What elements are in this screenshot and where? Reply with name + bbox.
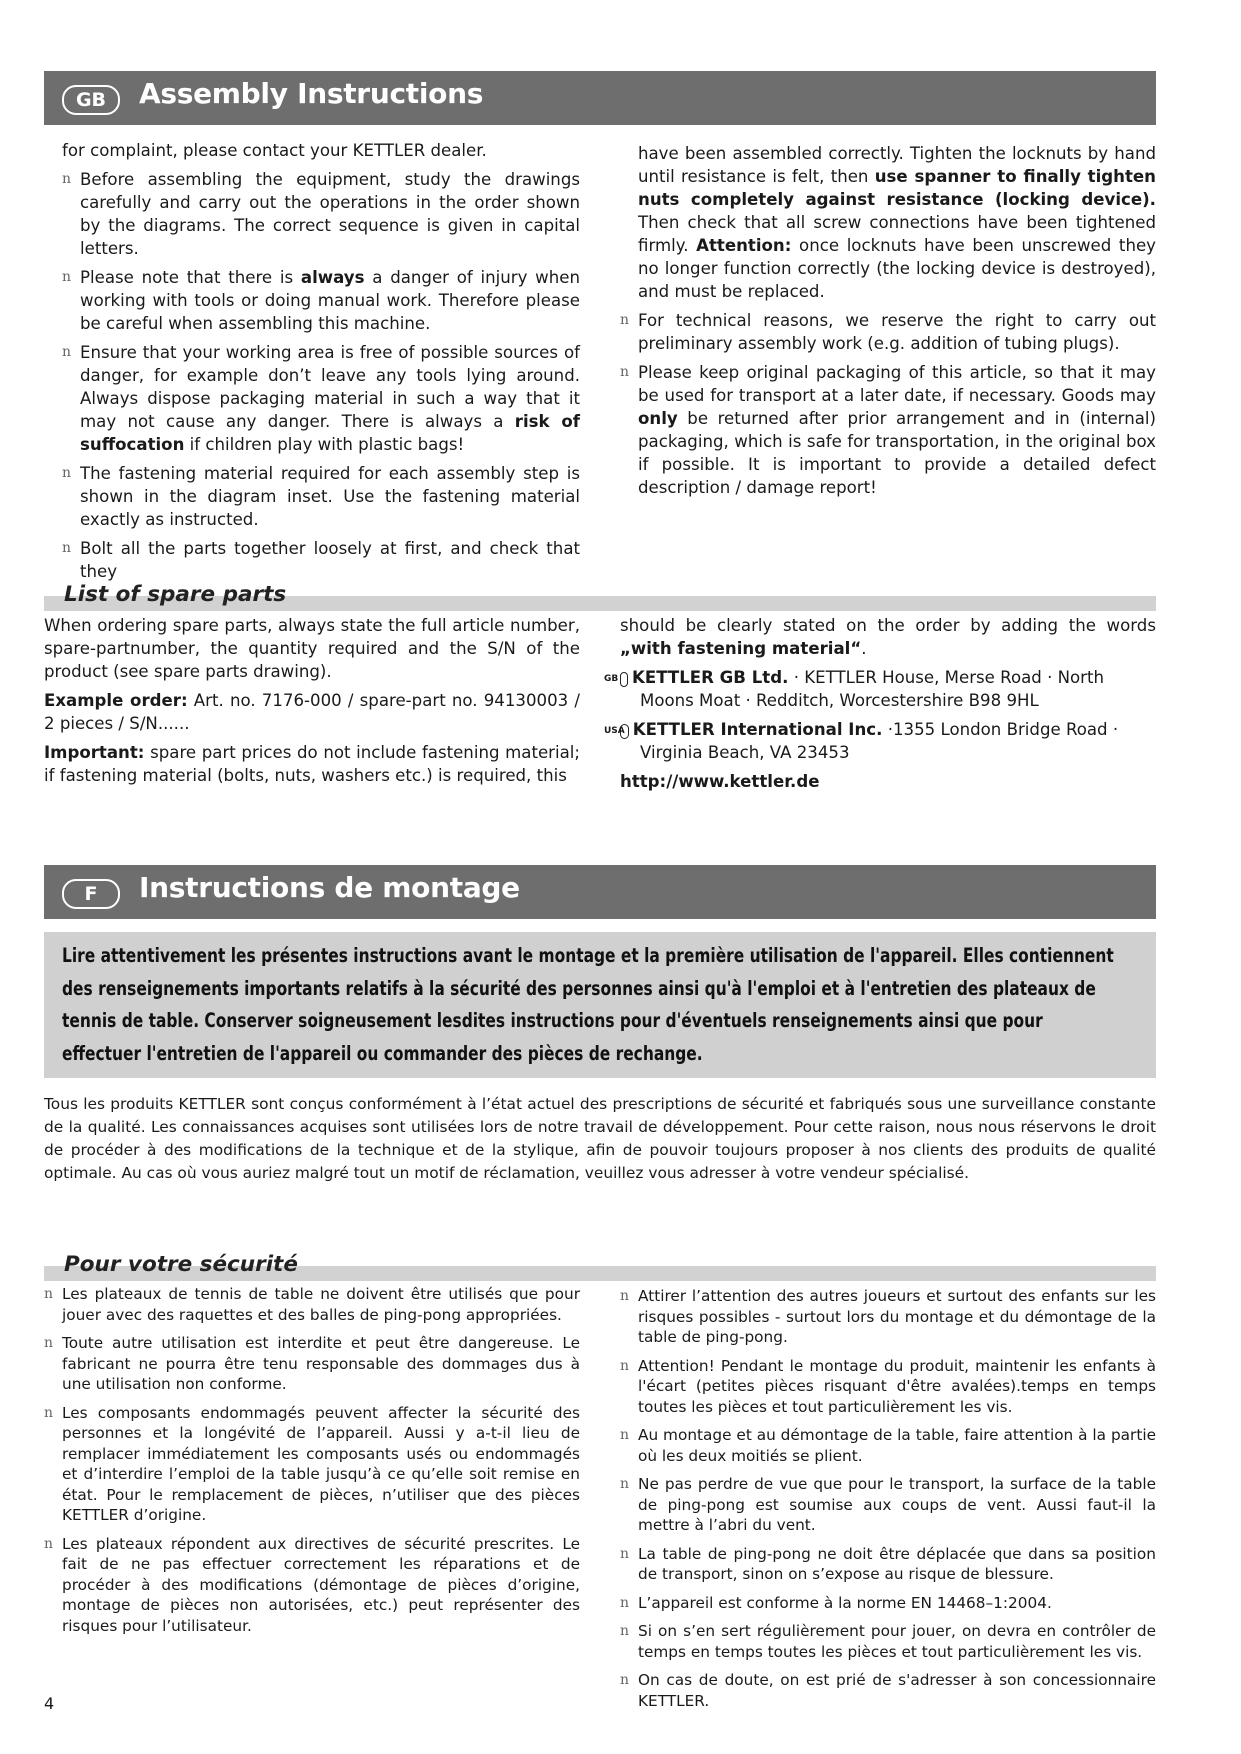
fr-intro-paragraph: Tous les produits KETTLER sont conçus conformément à l’état actuel des prescriptions de sécurité et fabriqués sous une surveillance constante de la qualité. Les connaissances acquises sont utilisées lors de notre travail de développement. Pour cette raison, nous nous réservons le droit de procéder à des modifications de la technique et de la stylique, afin de pouvoir toujours proposer à nos clients des produits de qualité optimale. Au cas où vous auriez malgré tout un motif de réclamation, veuillez vous adresser à votre vendeur spécialisé. bbox=[44, 1095, 1156, 1182]
fr-section-title: Instructions de montage bbox=[139, 871, 520, 904]
kettler-gb-address: GB KETTLER GB Ltd. · KETTLER House, Merse Road · North Moons Moat · Redditch, Worcestershire B98 9HL bbox=[604, 668, 1105, 710]
list-item: n Si on s’en sert régulièrement pour jouer, on devra en contrôler de temps en temps toutes les pièces et tout particulièrement les vis. bbox=[620, 1621, 1156, 1662]
gb-continued-text-right: have been assembled correctly. Tighten the locknuts by hand until resistance is felt, then use spanner to finally tighten nuts completely against resistance (locking device). Then check that all screw connections have been tightened firmly. Attention: once locknuts have been unscrewed they no longer function correctly (the locking device is destroyed), and must be replaced. bbox=[638, 144, 1156, 301]
list-item: n Toute autre utilisation est interdite et peut être dangereuse. Le fabricant ne pourra être tenu responsable des dommages dus à une utilisation non conforme. bbox=[44, 1333, 580, 1395]
list-item: n Please keep original packaging of this article, so that it may be used for transport at a later date, if necessary. Goods may only be returned after prior arrangement and in (internal) packaging, which is safe for transportation, in the original box if possible. It is important to provide a detailed defect description / damage report! bbox=[620, 361, 1156, 499]
kettler-website-link[interactable]: http://www.kettler.de bbox=[620, 772, 820, 791]
list-item: n Ne pas perdre de vue que pour le transport, la surface de la table de ping-pong est soumise aux coups de vent. Aussi faut-il la mettre à l’abri du vent. bbox=[620, 1474, 1156, 1536]
spare-right-column bbox=[604, 614, 1156, 793]
spare-parts-title: List of spare parts bbox=[64, 582, 287, 607]
fr-right-column bbox=[620, 1286, 1156, 1719]
list-item: n L’appareil est conforme à la norme EN 14468–1:2004. bbox=[620, 1593, 1156, 1614]
spare-parts-header bbox=[44, 567, 1156, 611]
fr-safety-header bbox=[44, 1237, 1156, 1281]
gb-section-title: Assembly Instructions bbox=[139, 77, 484, 110]
list-item: n Before assembling the equipment, study the drawings carefully and carry out the operations in the order shown by the diagrams. The correct sequence is given in capital letters. bbox=[62, 168, 580, 260]
gb-language-badge: GB bbox=[62, 85, 120, 115]
spare-intro: When ordering spare parts, always state the full article number, spare-partnumber, the quantity required and the S/N of the product (see spare parts drawing). bbox=[44, 616, 580, 681]
fr-warning-box bbox=[44, 932, 1156, 1078]
fr-safety-title: Pour votre sécurité bbox=[64, 1252, 298, 1277]
gb-continued-text: for complaint, please contact your KETTLER dealer. bbox=[62, 141, 487, 160]
list-item: n On cas de doute, on est prié de s'adresser à son concessionnaire KETTLER. bbox=[620, 1670, 1156, 1711]
list-item: n Please note that there is always a danger of injury when working with tools or doing manual work. Therefore please be careful when assembling this machine. bbox=[62, 266, 580, 335]
fr-warning-text: Lire attentivement les présentes instructions avant le montage et la première utilisation de l'appareil. Elles contiennent des renseignements importants relatifs à la sécurité des personnes ainsi qu'à l'emploi et à l'entretien des plateaux de tennis de table. Conserver soigneusement lesdites instructions pour d'éventuels renseignements ainsi que pour effectuer l'entretien de l'appareil ou commander des pièces de rechange. bbox=[62, 944, 1114, 1065]
list-item: n Les composants endommagés peuvent affecter la sécurité des personnes et la longévité de l’appareil. Aussi y a-t-il lieu de remplacer immédiatement les composants usés ou endommagés et d’interdire l’emploi de la table jusqu’à ce qu’elle soit remise en état. Pour le remplacement de pièces, n’utiliser que des pièces KETTLER d’origine. bbox=[44, 1403, 580, 1526]
fr-left-column bbox=[44, 1284, 580, 1644]
fr-header-band bbox=[44, 865, 1156, 919]
list-item: n Au montage et au démontage de la table, faire attention à la partie où les deux moitiés se plient. bbox=[620, 1425, 1156, 1466]
gb-left-column bbox=[62, 139, 580, 589]
list-item: n Les plateaux répondent aux directives de sécurité prescrites. Le fait de ne pas effectuer correctement les réparations et de procéder à des modifications (démontage de pièces d’origine, montage de pièces non autorisées, etc.) peut représenter des risques pour l’utilisateur. bbox=[44, 1534, 580, 1637]
list-item: n Attirer l’attention des autres joueurs et surtout des enfants sur les risques possibles - surtout lors du montage et du démontage de la table de ping-pong. bbox=[620, 1286, 1156, 1348]
list-item: n Bolt all the parts together loosely at first, and check that they bbox=[62, 537, 580, 583]
spare-left-column bbox=[44, 614, 580, 787]
list-item: n Les plateaux de tennis de table ne doivent être utilisés que pour jouer avec des raquettes et des balles de ping-pong appropriées. bbox=[44, 1284, 580, 1325]
usa-flag-icon: USA bbox=[620, 724, 629, 739]
list-item: n La table de ping-pong ne doit être déplacée que dans sa position de transport, sinon on s’expose au risque de blessure. bbox=[620, 1544, 1156, 1585]
gb-header-band bbox=[44, 71, 1156, 125]
gb-flag-icon: GB bbox=[620, 672, 628, 687]
page-number: 4 bbox=[44, 1694, 55, 1713]
fr-language-badge: F bbox=[62, 879, 120, 909]
spare-continued: should be clearly stated on the order by adding the words „with fastening material“. bbox=[620, 616, 1156, 658]
list-item: n Ensure that your working area is free of possible sources of danger, for example don’t leave any tools lying around. Always dispose packaging material in such a way that it may not cause any danger. There is always a risk of suffocation if children play with plastic bags! bbox=[62, 341, 580, 456]
gb-right-column bbox=[620, 142, 1156, 505]
list-item: n For technical reasons, we reserve the right to carry out preliminary assembly work (e.g. addition of tubing plugs). bbox=[620, 309, 1156, 355]
kettler-usa-address: USA KETTLER International Inc. ·1355 London Bridge Road · Virginia Beach, VA 23453 bbox=[604, 720, 1119, 762]
spare-important: Important: spare part prices do not include fastening material; if fastening material (bolts, nuts, washers etc.) is required, this bbox=[44, 743, 580, 785]
list-item: n The fastening material required for each assembly step is shown in the diagram inset. Use the fastening material exactly as instructed. bbox=[62, 462, 580, 531]
list-item: n Attention! Pendant le montage du produit, maintenir les enfants à l'écart (petites pièces risquant d'être avalées).temps en temps toutes les pièces et tout particulièrement les vis. bbox=[620, 1356, 1156, 1418]
spare-example-order: Example order: Art. no. 7176-000 / spare-part no. 94130003 / 2 pieces / S/N...... bbox=[44, 691, 580, 733]
